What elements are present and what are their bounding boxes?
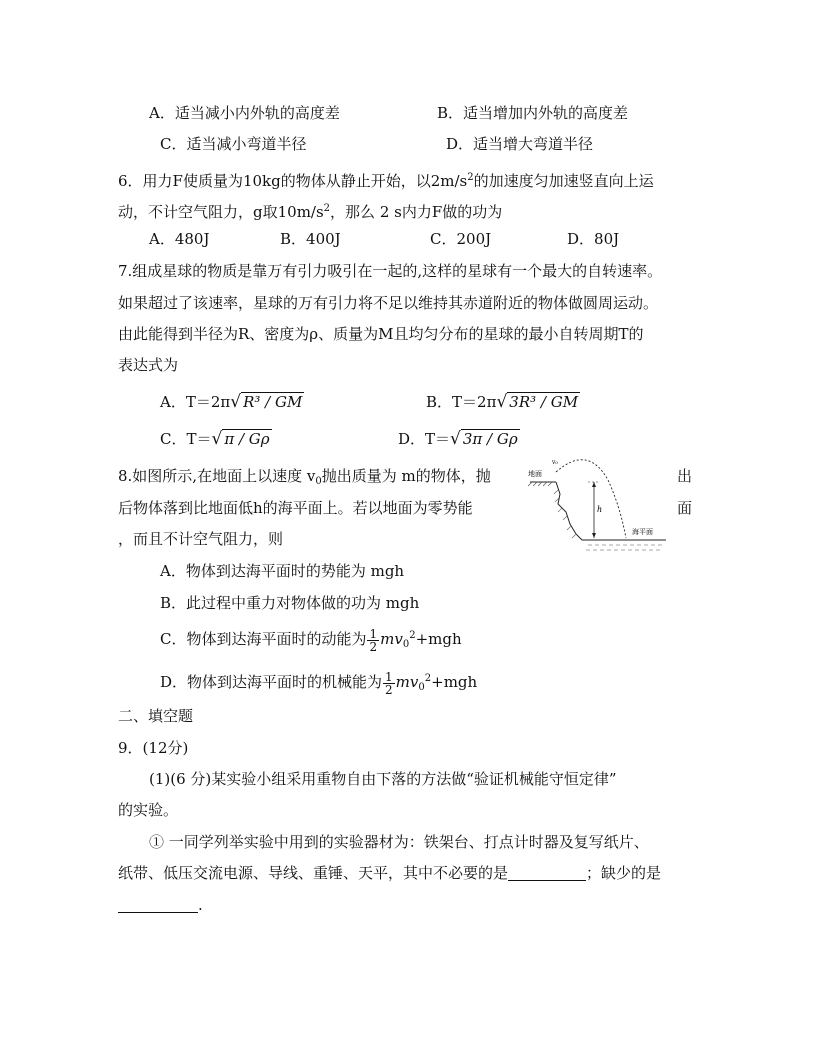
q8-figure-sea-label: 海平面 (632, 528, 653, 536)
q8-figure-h-label: h (597, 505, 603, 514)
q8-stem-line2: 后物体落到比地面低h的海平面上。若以地面为零势能 (118, 499, 473, 517)
q7-stem-line3: 由此能得到半径为R、密度为ρ、质量为M且均匀分布的星球的最小自转周期T的 (118, 325, 644, 343)
q9-part1-line2: 的实验。 (118, 801, 179, 819)
q6-option-c: C．200J (430, 230, 492, 248)
q6-option-d: D．80J (567, 230, 620, 248)
q6-option-b: B．400J (280, 230, 341, 248)
q6-option-a: A．480J (149, 230, 210, 248)
q7-stem-line2: 如果超过了该速率，星球的万有引力将不足以维持其赤道附近的物体做圆周运动。 (118, 294, 659, 312)
q8-figure (528, 450, 670, 556)
q8-stem-line3: ，而且不计空气阻力，则 (118, 530, 284, 548)
q8-figure-v-label: v₀ (552, 459, 558, 466)
section-title-fill-in: 二、填空题 (118, 707, 194, 725)
q7-option-b: B．T＝2π√ 3R³ / GM (426, 392, 579, 412)
q7-option-c: C．T＝√ π / Gρ (160, 429, 270, 449)
q6-stem-line2: 动，不计空气阻力，g取$10m/s^2$，那么 2 s内力F做的功为 (118, 203, 503, 221)
q7-option-d: D．T＝√ 3π / Gρ (398, 429, 518, 449)
q9-part2-line3: . (118, 895, 203, 915)
q8-stem-line2-tail: 面 (677, 499, 693, 517)
q5-option-b: B．适当增加内外轨的高度差 (437, 104, 629, 122)
q9-part2-line2: 纸带、低压交流电源、导线、重锤、天平，其中不必要的是 ；缺少的是 (118, 864, 662, 882)
q5-option-a: A．适当减小内外轨的高度差 (149, 104, 340, 122)
q8-stem-line1: 8.如图所示,在地面上以速度 $v_0$抛出质量为 m的物体，抛 (118, 467, 491, 487)
q9-part2-line1: ① 一同学列举实验中用到的实验器材为：铁架台、打点计时器及复写纸片、 (149, 833, 649, 851)
q9-part1-line1: (1)(6 分)某实验小组采用重物自由下落的方法做“验证机械能守恒定律” (149, 770, 617, 788)
q7-stem-line4: 表达式为 (118, 356, 179, 374)
q7-stem-line1: 7.组成星球的物质是靠万有引力吸引在一起的,这样的星球有一个最大的自转速率。 (118, 262, 663, 280)
q8-option-d: D．物体到达海平面时的机械能为 $\frac{1}{2}$ $mv_0^2+mgh$ (160, 669, 478, 697)
q9-blank-missing[interactable] (118, 896, 198, 913)
q9-title: 9．(12分) (118, 739, 189, 757)
q8-option-b: B．此过程中重力对物体做的功为 mgh (160, 594, 420, 612)
q5-option-d: D．适当增大弯道半径 (446, 135, 594, 153)
q7-option-a: A．T＝2π√ R³ / GM (160, 392, 303, 412)
q8-option-c: C．物体到达海平面时的动能为 $\frac{1}{2}$ $mv_0^2+mgh$ (160, 626, 462, 654)
q8-figure-ground-label: 地面 (528, 470, 542, 478)
q5-option-c: C．适当减小弯道半径 (160, 135, 307, 153)
q6-stem-line1: 6．用力F使质量为10kg的物体从静止开始，以$2m/s^2$的加速度匀加速竖直向上运 (118, 172, 654, 190)
q8-option-a: A．物体到达海平面时的势能为 mgh (160, 562, 405, 580)
q9-blank-unnecessary[interactable] (508, 864, 586, 881)
q8-stem-line1-tail: 出 (677, 467, 693, 485)
